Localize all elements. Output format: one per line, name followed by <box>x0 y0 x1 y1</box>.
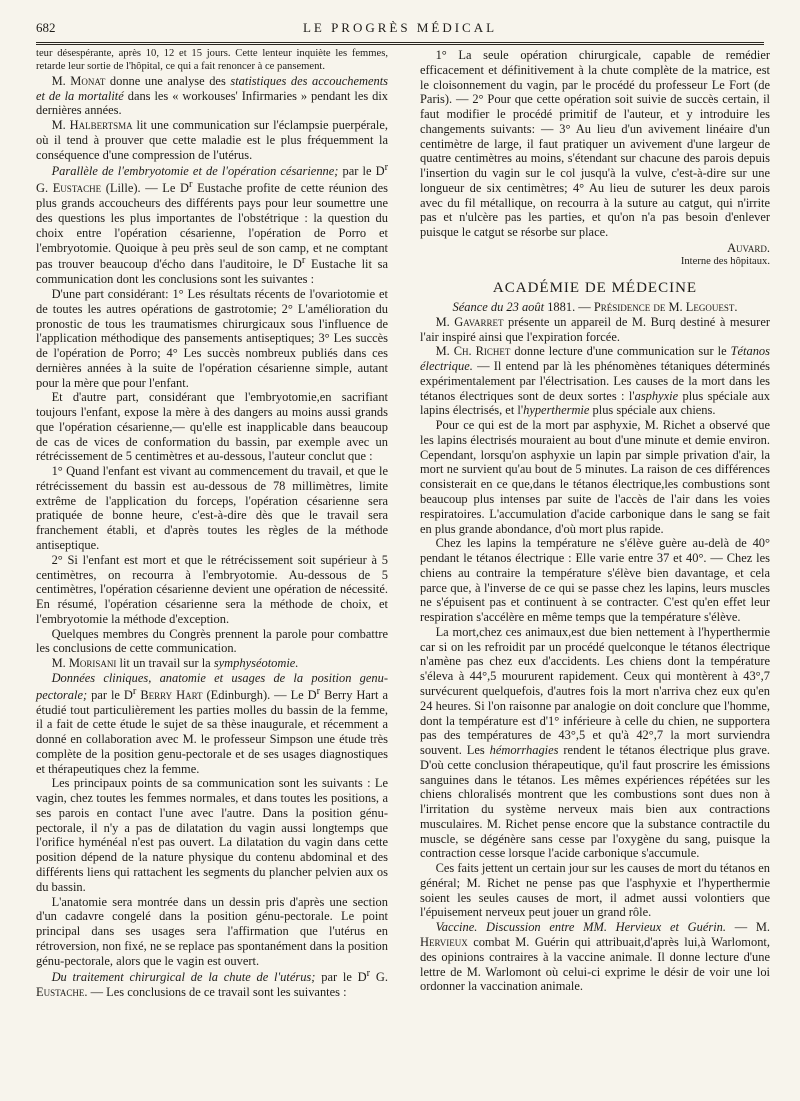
paragraph-conclusion-1: 1° Quand l'enfant est vivant au commencement du travail, et que le rétrécissement du bassin est au-dessous de 78 millimètres, limite extrême de l'application du forceps, l'opération césarienne sera pratiquée de bonne heure, c'est-à-dire dès que le travail sera franchement établi, et d'après toutes les règles de la méthode antiseptique. <box>36 464 388 552</box>
left-column <box>36 48 388 1000</box>
work-title: Du traitement chirurgical de la chute de l'utérus; <box>51 970 316 985</box>
paragraph-morisani <box>36 656 388 671</box>
superscript: r <box>316 685 321 697</box>
superscript: r <box>189 179 193 191</box>
italic-term: asphyxie <box>634 388 679 403</box>
text-run: combat M. Guérin qui attribuait,d'après lui,à Warlomont, des opinions contraires à la vaccine animale. Il donne lecture d'une lettre de M. Warlomont où celui-ci exprime le désir de voir une loi ordonner la vaccination animale. <box>420 934 770 994</box>
text-run: par le D <box>315 970 367 985</box>
author-name: M. Ch. Richet <box>435 344 511 359</box>
header-rule <box>36 42 764 45</box>
paragraph-monat <box>36 74 388 118</box>
page-number: 682 <box>36 20 56 35</box>
author-name: M. Hervieux <box>420 920 770 949</box>
section-heading: ACADÉMIE DE MÉDECINE <box>492 280 698 297</box>
text-run: plus spéciale aux chiens. <box>589 403 716 418</box>
superscript: r <box>132 685 137 697</box>
work-title: statistiques des accouchements et de la mortalité <box>36 73 388 103</box>
paragraph-autre-part: Et d'autre part, considérant que l'embryotomie,en sacrifiant toujours l'enfant, expose la mère à des dangers au moins aussi grands que l'opération césarienne,— qu'elle est inapplicable dans beaucoup de cas de vices de conformation du bassin, par exemple avec un rétrécissement de 5 centimètres et au-dessous, l'auteur conclut que : <box>36 390 388 464</box>
page-header <box>36 20 764 42</box>
text-run: par le D <box>87 687 133 702</box>
presidency: Présidence de M. Legouest. <box>593 300 738 315</box>
superscript: r <box>384 162 389 174</box>
paragraph-continuation: teur désespérante, après 10, 12 et 15 jours. Cette lenteur inquiète les femmes, retarde leur sortie de l'hôpital, ce qui a fait renoncer à ce pansement. <box>36 48 388 72</box>
text-run: Berry Hart a étudié tout particulièrement les parties molles du bassin de la femme, il a fait de cette étude le sujet de sa thèse inaugurale, et récemment a donné en collaboration avec M. le professeur Simpson une étude très complète de la position genu-pectorale et de ses usages diagnostiques et thérapeutiques chez la femme. <box>36 687 388 776</box>
text-run: plus spéciale aux lapins électrisés, et l' <box>420 388 770 418</box>
text-run: dans les « workouses' Infirmaries » pendant les dix dernières années. <box>36 88 389 118</box>
paragraph-anatomie: L'anatomie sera montrée dans un dessin pris d'après une section d'un cadavre congelé dans la position génu-pectorale. Le point principal dans ses usages sera l'affirmation que l'utérus en rétroversion, non fixé, ne se replace pas spontanément dans la position génu-pectorale, alors que le vagin est ouvert. <box>36 894 388 968</box>
text-run: lit une communication sur l'éclampsie puerpérale, où il tend à prouver que cette maladie est le plus fréquemment la conséquence d'une compression de l'utérus. <box>36 118 388 162</box>
text-run: (Edinburgh). — Le D <box>202 687 317 702</box>
paragraph-principaux-points: Les principaux points de sa communication sont les suivants : Le vagin, chez toutes les femmes normales, et dans toutes les positions, a ses parois en contact l'une avec l'autre. Dans la position génu-pectorale, il n'y a pas de dilatation du vagin aussi longtemps que l'orifice hyménéal n'est pas ouvert. La dilatation du vagin dans cette position dépend de la nature physique du contenu abdominal et des différents liens qui rattachent les segments du plancher pelvien aux os du bassin. <box>36 776 388 894</box>
session-date: Séance du 23 août <box>452 300 545 315</box>
text-run: . — Les conclusions de ce travail sont les suivantes : <box>84 985 347 1000</box>
author-name: M. Monat <box>51 73 106 88</box>
text-run: (Lille). — Le D <box>101 181 189 196</box>
text-run: présente un appareil de M. Burq destiné à mesurer l'air inspiré ainsi que l'expiration forcée. <box>420 314 770 344</box>
paragraph-considerant: D'une part considérant: 1° Les résultats récents de l'ovariotomie et de toutes les autres opérations de gastrotomie; 2° L'amélioration du pronostic de tous les traumatismes chirurgicaux sous l'influence de l'application méthodique des pansements antiseptiques; 3° Les succès de l'opération de Porro; 4° Les succès nombreux publiés dans ces dernières années à la suite de l'opération césarienne simple, autant pour la mère que pour l'enfant. <box>36 286 388 390</box>
journal-title: LE PROGRÈS MÉDICAL <box>302 20 498 35</box>
signature-role: Interne des hôpitaux. <box>680 255 770 267</box>
paragraph-vaccine <box>420 920 770 994</box>
paragraph-operation: 1° La seule opération chirurgicale, capable de remédier efficacement et définitivement à la chute complète de la matrice, est le cloisonnement du vagin, par le procédé du professeur Le Fort (de Paris). — 2° Pour que cette opération soit suivie de succès certain, il faut modifier le procédé primitif de l'auteur, et y introduire les changements suivants: — 3° Au lieu d'un avivement linéaire d'un centimètre de large, il faut pratiquer un avivement d'une largeur de quatre centimètres au moins, s'étendant sur chacune des parois depuis l'insertion du vagin sur le col jusqu'à la vulve, c'est-à-dire sur une longueur de six centimètres; 4° Au lieu de suturer les deux parois avec du fil métallique, on recourra à la suture au catgut, qui n'irrite pas et n'ulcère pas les parties, et qu'on n'a pas besoin d'enlever puisque le catgut se résorbe sur place. <box>420 48 770 240</box>
paragraph-temperature: Chez les lapins la température ne s'élève guère au-delà de 40° pendant le tétanos électrique : Elle varie entre 37 et 40°. — Chez les chiens au contraire la température s'élève bien davantage, et cela parce que, à l'inverse de ce qui se passe chez les lapins, leurs muscles ne s'épuisent pas et continuent à se contracter. C'est qu'en effet leur respiration s'accélère en même temps que la température s'élève. <box>420 536 770 625</box>
signature-name: Auvard. <box>727 240 770 255</box>
paragraph-chute-uterus <box>36 968 388 1000</box>
text-run: La mort,chez ces animaux,est due bien nettement à l'hyperthermie car si on les refroidit par un procédé quelconque le tétanos électrique n'amène pas chez eux d'accidents. Les chiens dont la température s'éleva à 44°,5 moururent rapidement. Ceux qui montèrent à 43°,7 survécurent quelquefois, d'autres fois la mort n'arriva chez eux qu'en 24 heures. Si l'on raisonne par analogie on doit conclure que l'homme, dont la température est d'1° inférieure à celle du chien, ne supportera pas des températures de 43°,5 et qu'à 42°,7 la mort surviendra souvent. Les <box>420 624 770 758</box>
text-run: 1881. — <box>544 300 594 315</box>
paragraph-faits: Ces faits jettent un certain jour sur les causes de mort du tétanos en général; M. Richet ne pense pas que l'asphyxie et l'hyperthermie soient les seules causes de mort, il admet aussi volontiers que l'épuisement nerveux peut jouer un grand rôle. <box>420 861 770 920</box>
text-run: donne lecture d'une communication sur le <box>510 344 731 359</box>
text-run: Eustache profite de cette réunion des plus grands accoucheurs des différents pays pour leur soumettre une des questions les plus importantes de l'obstétrique : la question du choix entre l'opération césarienne, l'opération de Porro et l'embryotomie. Quoique à peu près seul de son camp, et ne comptant pas trouver beaucoup d'écho dans l'auditoire, le D <box>36 181 388 272</box>
superscript: r <box>366 968 371 980</box>
author-name: M. Gavarret <box>435 314 504 329</box>
paragraph-asphyxie: Pour ce qui est de la mort par asphyxie, M. Richet a observé que les lapins électrisés mouraient au bout d'une minute et demie environ. Cependant, lorsqu'on asphyxie un lapin par simple privation d'air, la mort ne survient qu'au bout de 5 minutes. La raison de ces différences consisterait en ce que,dans le tétanos électrique,les combustions sont beaucoup plus intenses par suite de l'accès de l'air dans les voies respiratoires. L'accumulation d'acide carbonique dans le sang se fait en plus grande abondance, d'où mort plus rapide. <box>420 418 770 536</box>
work-title: symphyséotomie. <box>213 656 299 671</box>
paragraph-berry-hart <box>36 671 388 777</box>
right-column <box>420 48 770 994</box>
paragraph-gavarret <box>420 315 770 345</box>
text-run: — Il entend par là les phénomènes tétaniques déterminés expérimentalement par l'électrisation. Les causes de la mort dans les tétanos électriques sont de deux sortes : l' <box>420 359 770 403</box>
text-run: rendent le tétanos électrique plus grave. D'où cette conclusion thérapeutique, qu'il faut proscrire les émissions sanguines dans le tétanos. Les mêmes expériences répétées sur les chiens chloralisés montrent que les combustions sont dues non à l'irritation du système nerveux mais bien aux contractions musculaires. M. Richet pense encore que la substance contractile du muscle, se dégénère sans cesse par l'oxygène du sang, puisque la contraction cesse lorsque l'acide carbonique s'accumule. <box>420 743 770 861</box>
italic-term: hémorrhagies <box>489 743 559 758</box>
text-run: donne une analyse des <box>105 73 231 88</box>
author-name: M. Halbertsma <box>51 118 133 133</box>
paragraph-conclusion-2: 2° Si l'enfant est mort et que le rétrécissement soit supérieur à 5 centimètres, on recourra à l'embryotomie. Au-dessous de 5 centimètres, l'opération césarienne devient une opération de nécessité. En résumé, l'opération césarienne sera la méthode de choix, et l'embryotomie la méthode d'exception. <box>36 552 388 626</box>
superscript: r <box>301 255 306 267</box>
author-name: G. Eustache <box>36 970 388 1000</box>
text-run: lit un travail sur la <box>116 656 214 671</box>
work-title: Tétanos électrique. <box>420 344 770 374</box>
paragraph-congres: Quelques membres du Congrès prennent la parole pour combattre les conclusions de cette communication. <box>36 626 388 656</box>
author-name: Berry Hart <box>136 687 203 702</box>
text-run: par le D <box>338 164 385 179</box>
author-name: G. Eustache <box>36 181 102 196</box>
italic-term: hyperthermie <box>523 403 590 418</box>
paragraph-halbertsma <box>36 118 388 162</box>
author-name: M. Morisani <box>51 656 117 671</box>
work-title: Données cliniques, anatomie et usages de la position genu-pectorale; <box>36 670 388 702</box>
paragraph-richet <box>420 344 770 418</box>
text-run: — <box>725 920 756 935</box>
paragraph-eustache <box>36 162 388 287</box>
text-run: Eustache lit sa communication dont les conclusions sont les suivantes : <box>36 257 389 287</box>
session-line <box>420 300 770 315</box>
work-title: Parallèle de l'embryotomie et de l'opération césarienne; <box>51 164 339 179</box>
work-title: Vaccine. Discussion entre MM. Hervieux et Guérin. <box>435 920 726 935</box>
paragraph-hyperthermie <box>420 625 770 861</box>
